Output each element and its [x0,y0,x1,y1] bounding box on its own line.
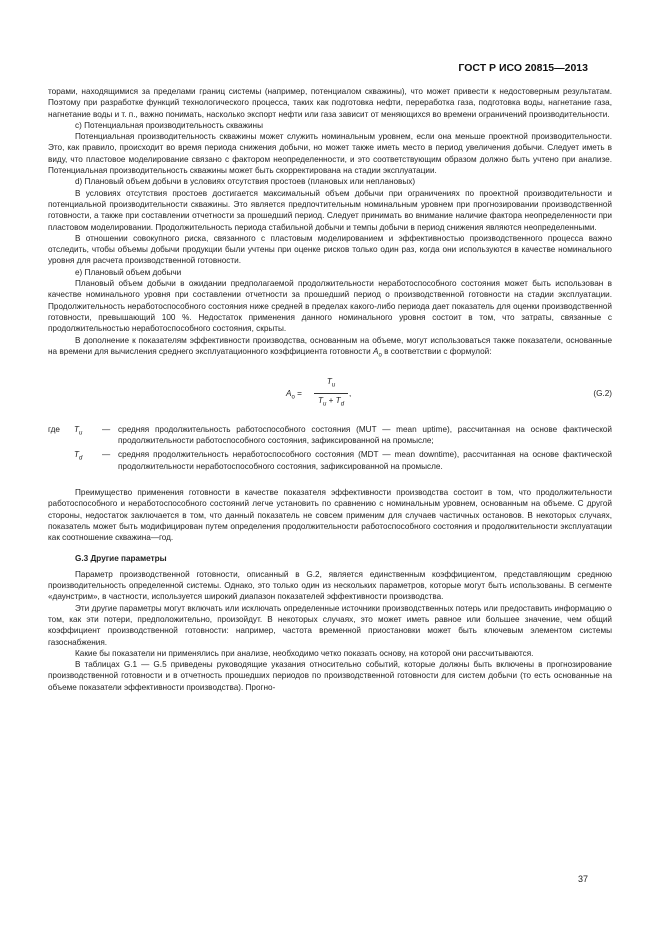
where-dash: — [102,450,111,460]
paragraph: Преимущество применения готовности в качестве показателя эффективности производства состоит в том, что продолжительности работоспособного и неработоспособного состояний легче установить по сравнению с номинальным уровнем, основанным на объеме. С другой стороны, недостаток заключается в том, что данный показатель не совсем применим для случаев частичных остановов. В некоторых случаях, показатель может быть модифицирован путем определения продолжительности работоспособного состояния и продолжительности эксплуатации как соотношение скважина—год. [48,487,612,543]
where-text: средняя продолжительность работоспособного состояния (MUT — mean uptime), рассчитанная на основе фактической продолжительности работоспособного состояния, зафиксированной на промысле; [118,424,612,446]
formula-comma: , [349,388,352,398]
page-number: 37 [577,874,588,884]
where-word [48,449,74,472]
formula-label: (G.2) [593,388,612,398]
page-body [48,86,612,693]
where-dash: — [102,424,111,434]
where-item [48,424,612,447]
paragraph: e) Плановый объем добычи [75,267,182,277]
where-symbol: $T_d$ [74,450,83,462]
paragraph: В таблицах G.1 — G.5 приведены руководящие указания относительно событий, которые должны быть включены в прогнозирование производственной готовности и в отчетность прошедших периодов по производственной готовности для систем добычи (то есть основанные на объеме показатели эффективности производства). Прогно- [48,660,612,692]
where-block [48,424,612,472]
paragraph: d) Плановый объем добычи в условиях отсутствия простоев (плановых или неплановых) [75,177,416,187]
text-block-b [48,487,612,543]
paragraph: Эти другие параметры могут включать или исключать определенные источники производственных потерь или предоставить информацию о том, как эти потери, предположительно, произойдут. В некоторых случаях, это может иметь равное или большее значение, чем общий коэффициент производственной готовности: например, частота временной приостановки может быть ключевым элементом системы газоснабжения. [48,603,612,647]
where-word: где [48,424,60,434]
paragraph: торами, находящимися за пределами границ системы (например, потенциалом скважины), что может привести к недостоверным результатам. Поэтому при разработке функций технологического процесса, таких как подготовка нефти, переработка газа, подготовка воды, нагнетание газа, нагнетание воды и т. п., важно понимать, насколько экспорт нефти или газа зависит от меняющихся во времени ограничений производительности. [48,87,612,119]
formula-numerator: $T_u$ [314,376,348,394]
formula-fraction [314,376,348,411]
formula-denominator: $T_u + T_d$ [317,395,345,408]
text-block-a [48,86,612,335]
paragraph: c) Потенциальная производительность скважины [75,120,263,130]
paragraph: В условиях отсутствия простоев достигается максимальный объем добычи при ограничениях по проектной производительности и потенциальной производительности скважины. Это является предпочтительным номинальным уровнем при прогнозировании производственной готовности, а также при составлении отчетности за прошедший период. Следует принимать во внимание наличие фактора неопределенности при пластовом моделировании. Продолжительность периода стабильной добычи и темпы добычи в период снижения являются неопределенными. [48,188,612,232]
paragraph: Параметр производственной готовности, описанный в G.2, является единственным коэффициентом, представляющим среднюю производительность определенной системы. Однако, это только один из нескольких параметров, которые могут быть использованы. В сегменте «даунстрим», в частности, используется широкий диапазон показателей эффективности производства. [48,569,612,602]
where-text: средняя продолжительность неработоспособного состояния (MDT — mean downtime), рассчитанная на основе фактической продолжительности неработоспособного состояния, зафиксированной на промысле. [118,450,612,471]
text-block-c [48,569,612,693]
formula-intro: В дополнение к показателям эффективности производства, основанным на объеме, могут использоваться также показатели, основанные на времени для вычисления среднего эксплуатационного коэффициента готовности $A_o$ в соответствии с формулой: [48,335,612,359]
paragraph: Потенциальная производительность скважины может служить номинальным уровнем, если она меньше проектной производительности. Это, как правило, происходит во время периода снижения добычи, но может также иметь место в период увеличения добычи. Следует иметь в виду, что пластовое моделирование связано с фактором неопределенности, и это соответствующим образом должно быть учтено при анализе. Потенциальная производительность скважины может быть скорректирована на стадии эксплуатации. [48,132,612,176]
formula-g2 [48,374,612,414]
paragraph: Плановый объем добычи в ожидании предполагаемой продолжительности неработоспособного состояния может быть использован в качестве номинального уровня при составлении отчетности за прошедший период о производственной готовности на стадии эксплуатации. Продолжительность неработоспособного состояния ниже средней в пределах какого-либо периода дает показатель для оценки производственной готовности, превышающий 100 %. Недостаток применения данного номинального уровня состоит в том, что затраты, связанные с продолжительностью неработоспособного состояния, скрыты. [48,279,612,334]
where-item [48,449,612,472]
paragraph: Какие бы показатели ни применялись при анализе, необходимо четко показать основу, на которой они рассчитываются. [75,648,534,658]
section-title: G.3 Другие параметры [75,554,167,564]
formula-lhs: $A_o$ = [286,388,302,401]
document-header: ГОСТ Р ИСО 20815—2013 [458,62,588,74]
where-symbol: $T_u$ [74,424,83,437]
paragraph: В отношении совокупного риска, связанного с пластовым моделированием и эффективностью производственного процесса важно отследить, чтобы объемы добычи продукции были учтены при оценке рисков только один раз, когда они используются в качестве номинального уровня для расчета производственной готовности. [48,233,612,266]
